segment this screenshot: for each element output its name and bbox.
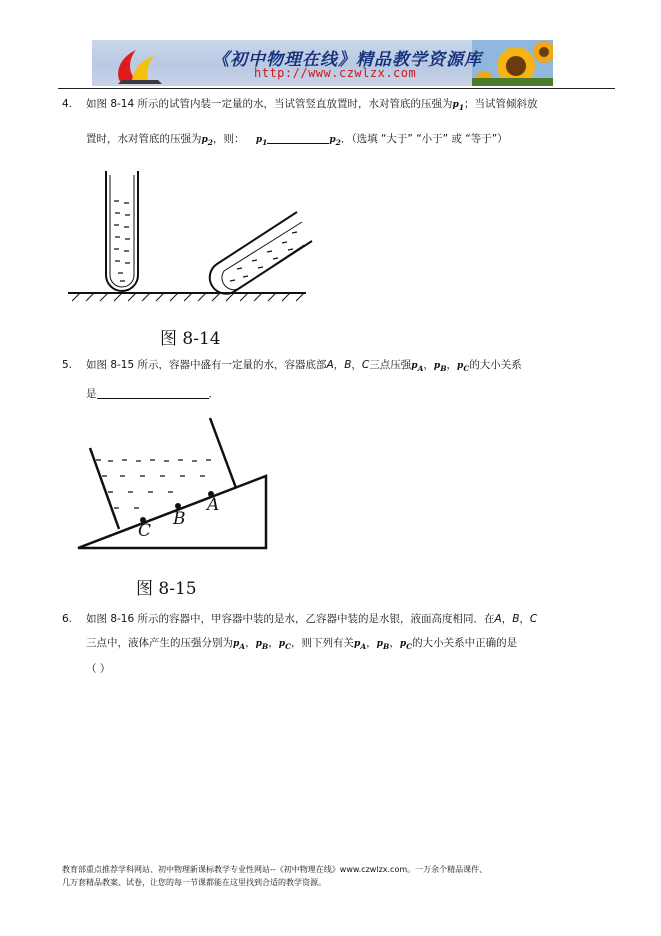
- q5-answer-blank[interactable]: [97, 398, 209, 399]
- q4-text-2c: ．（选填 “大于” “小于” 或 “等于”）: [340, 133, 508, 145]
- q5-text-1c: 的大小关系: [469, 359, 522, 371]
- q4-p1-label-2: $p_1$: [255, 135, 268, 147]
- logo-dark-shape: [118, 80, 162, 84]
- sunflower-icon: [472, 40, 553, 86]
- q4-text-1a: 如图 8-14 所示的试管内装一定量的水，当试管竖直放置时，水对管底的压强为: [86, 98, 453, 110]
- q6-pa-label-2: $p_A$: [354, 639, 367, 651]
- q6-text-2a: 三点中，液体产生的压强分别为: [86, 637, 233, 649]
- question-6-line-2: 三点中，液体产生的压强分别为$p_A$，$p_B$，$p_C$，则下列有关$p_A$，$p_B$，$p_C$的大小关系中正确的是: [86, 637, 518, 651]
- q6-point-a: A: [494, 613, 502, 625]
- q4-answer-blank[interactable]: [267, 143, 329, 144]
- footer-line-1: 教育部重点推荐学科网站、初中物理新课标教学专业性网站--《初中物理在线》www.czwlzx.com。一万余个精品课件、: [62, 865, 488, 874]
- ground-hatching: [68, 293, 306, 301]
- figure-8-14: [62, 165, 322, 305]
- q5-text-1a: 如图 8-15 所示，容器中盛有一定量的水，容器底部: [86, 359, 327, 371]
- q5-pa-label: $p_A$: [411, 361, 424, 373]
- figure-label-c: C: [138, 521, 152, 541]
- q6-pc-label: $p_C$: [278, 639, 292, 651]
- site-title: 《初中物理在线》精品教学资源库: [212, 50, 482, 70]
- question-6-number: 6.: [62, 613, 73, 625]
- vertical-test-tube: [106, 171, 138, 291]
- figure-label-a: A: [207, 495, 220, 515]
- question-5-line-2: [86, 387, 219, 401]
- q6-pc-label-2: $p_C$: [399, 639, 413, 651]
- q5-point-b: B: [344, 359, 352, 371]
- question-5-number: 5.: [62, 359, 73, 371]
- q4-p2-label-2: $p_2$: [329, 135, 341, 147]
- question-4-number: 4.: [62, 98, 73, 110]
- q5-text-2a: 是: [86, 388, 97, 400]
- q6-text-2c: 的大小关系中正确的是: [412, 637, 518, 649]
- site-url[interactable]: http://www.czwlzx.com: [254, 66, 417, 80]
- q5-text-1b: 三点压强: [369, 359, 412, 371]
- q4-text-1b: ；当试管倾斜放: [464, 98, 538, 110]
- footer-line-2: 几万套精品教案、试卷，让您的每一节课都能在这里找到合适的教学资源。: [62, 878, 326, 887]
- q6-pb-label-2: $p_B$: [376, 639, 390, 651]
- question-5-line-1: 如图 8-15 所示，容器中盛有一定量的水，容器底部A，B，C三点压强$p_A$，$p_B$，$p_C$的大小关系: [86, 359, 522, 373]
- header-divider: [58, 88, 615, 89]
- figure-8-14-caption: 图 8-14: [160, 329, 221, 349]
- q6-point-b: B: [512, 613, 520, 625]
- q4-p1-label: $p_1$: [452, 100, 465, 112]
- slanted-container: [78, 418, 266, 548]
- page-footer: [62, 863, 487, 889]
- figure-label-b: B: [173, 509, 186, 529]
- q4-p2-label: $p_2$: [201, 135, 214, 147]
- q5-text-2b: ．: [208, 388, 219, 400]
- q6-pa-label: $p_A$: [233, 639, 246, 651]
- q6-point-c: C: [529, 613, 538, 625]
- figure-8-15: [70, 412, 280, 557]
- q6-text-1a: 如图 8-16 所示的容器中，甲容器中装的是水，乙容器中装的是水银，液面高度相同．在: [86, 613, 495, 625]
- question-4-line-1: [86, 97, 538, 115]
- q5-pc-label: $p_C$: [457, 361, 470, 373]
- q6-pb-label: $p_B$: [255, 639, 269, 651]
- question-6-line-1: 如图 8-16 所示的容器中，甲容器中装的是水，乙容器中装的是水银，液面高度相同．在A，B，C: [86, 613, 538, 625]
- logo-yellow-swoosh: [132, 56, 154, 80]
- question-6-answer-bracket[interactable]: （ ）: [86, 663, 111, 675]
- header-banner: [92, 40, 553, 86]
- tilted-test-tube: [210, 212, 312, 294]
- figure-8-15-caption: 图 8-15: [136, 579, 197, 599]
- q5-point-a: A: [326, 359, 334, 371]
- q5-point-c: C: [361, 359, 370, 371]
- question-4-line-2: [86, 132, 508, 150]
- q4-text-2a: 置时，水对管底的压强为: [86, 133, 202, 145]
- q6-text-2b: ，则下列有关: [291, 637, 355, 649]
- q5-pb-label: $p_B$: [433, 361, 447, 373]
- q4-text-2b: ，则：: [213, 133, 245, 145]
